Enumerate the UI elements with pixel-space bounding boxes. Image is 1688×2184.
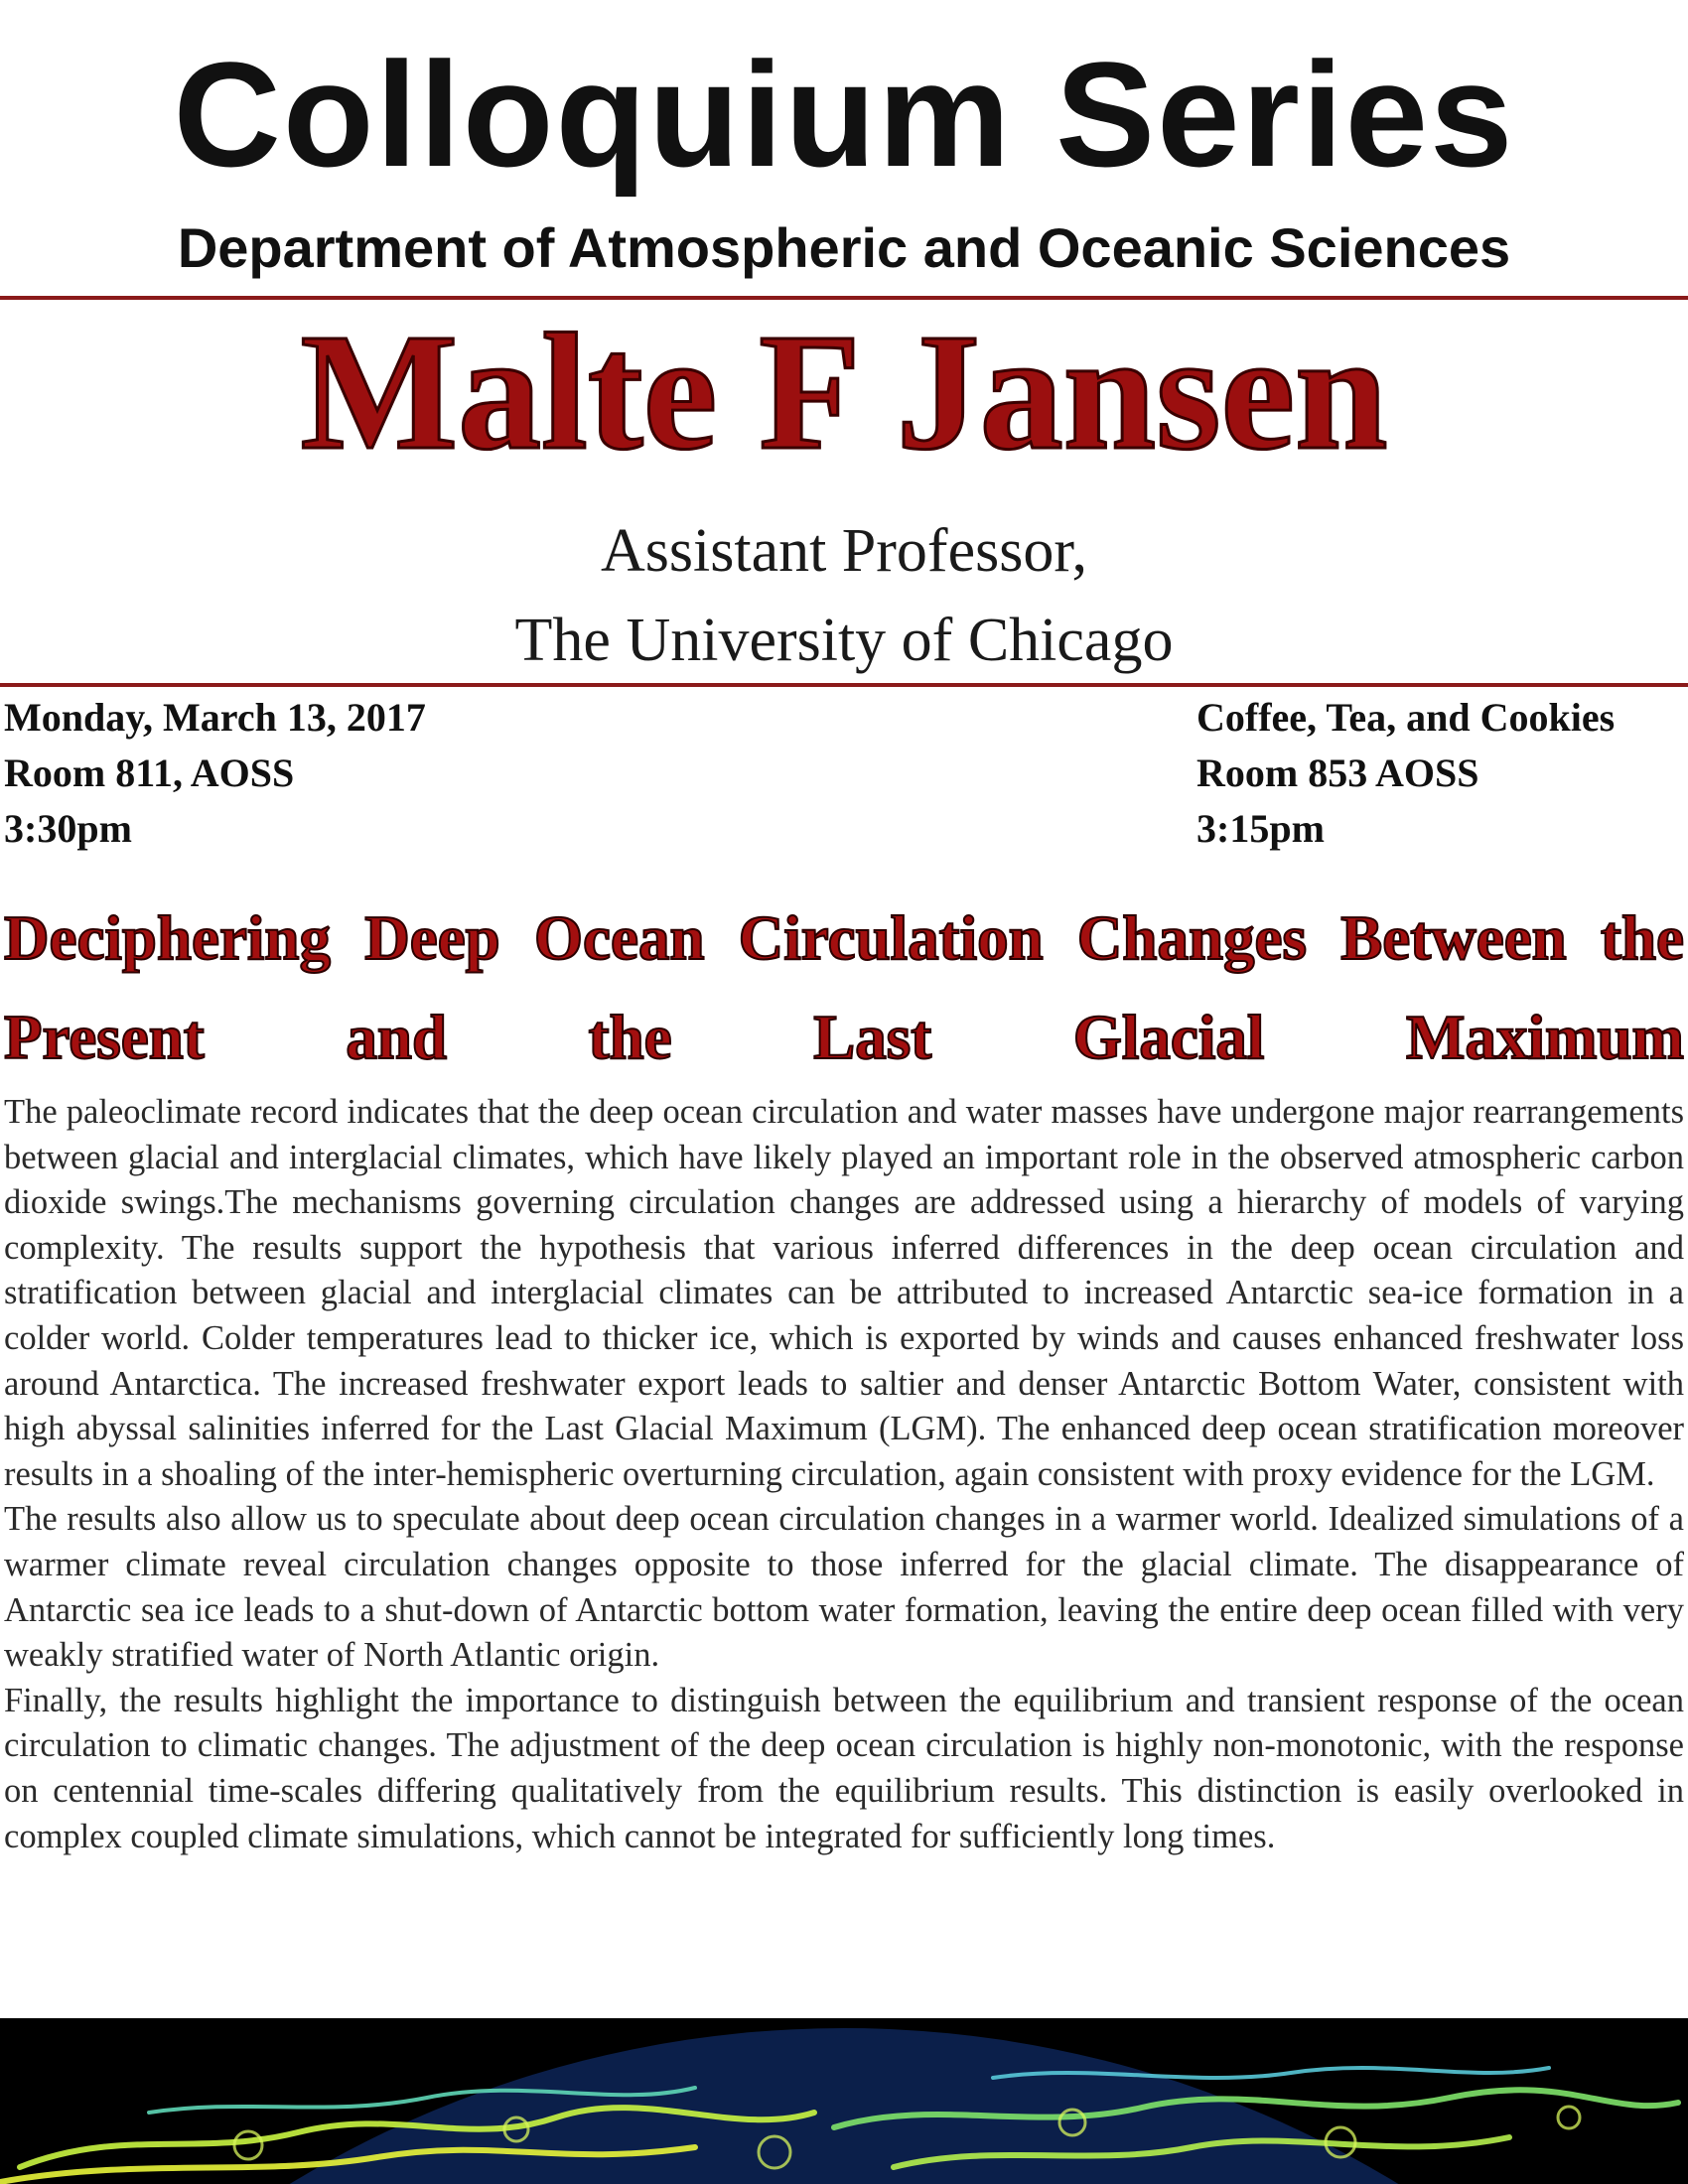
event-date: Monday, March 13, 2017 [4, 695, 426, 740]
abstract-paragraph: Finally, the results highlight the importance to distinguish between the equilibrium and transient response of the ocean circulation to climatic changes. The adjustment of the deep ocean circulation is highly non-monotonic, with the response on centennial time-scales differing qualitatively from the equilibrium results. This distinction is easily overlooked in complex coupled climate simulations, which cannot be integrated for sufficiently long times. [4, 1681, 1684, 1855]
reception-details [1196, 690, 1615, 857]
ocean-globe-image [0, 2018, 1688, 2184]
event-room: Room 811, AOSS [4, 751, 295, 795]
speaker-affiliation [0, 506, 1688, 685]
event-details [4, 690, 426, 857]
event-time: 3:30pm [4, 806, 132, 851]
reception-room: Room 853 AOSS [1196, 751, 1479, 795]
abstract-paragraph: The results also allow us to speculate about deep ocean circulation changes in a warmer world. Idealized simulations of a warmer climate reveal circulation changes opposite to those inferred for the glacial climate. The disappearance of Antarctic sea ice leads to a shut-down of Antarctic bottom water formation, leaving the entire deep ocean filled with very weakly stratified water of North Atlantic origin. [4, 1500, 1684, 1675]
divider-bottom [0, 683, 1688, 687]
speaker-position: Assistant Professor, [600, 517, 1088, 585]
reception-items: Coffee, Tea, and Cookies [1196, 695, 1616, 740]
department-name: Department of Atmospheric and Oceanic Sciences [177, 216, 1511, 279]
speaker-name: Malte F Jansen [300, 300, 1388, 484]
talk-title: Deciphering Deep Ocean Circulation Changes Between the Present and the Last Glacial Maximum [4, 903, 1684, 1072]
abstract [4, 1090, 1684, 1859]
ocean-globe-graphic [0, 2018, 1688, 2184]
abstract-paragraph: The paleoclimate record indicates that the deep ocean circulation and water masses have undergone major rearrangements between glacial and interglacial climates, which have likely played an important role in the observed atmospheric carbon dioxide swings.The mechanisms governing circulation changes are addressed using a hierarchy of models of varying complexity. The results support the hypothesis that various inferred differences in the deep ocean circulation and stratification between glacial and interglacial climates can be attributed to increased Antarctic sea-ice formation in a colder world. Colder temperatures lead to thicker ice, which is exported by winds and causes enhanced freshwater loss around Antarctica. The increased freshwater export leads to saltier and denser Antarctic Bottom Water, consistent with high abyssal salinities inferred for the Last Glacial Maximum (LGM). The enhanced deep ocean stratification moreover results in a shoaling of the inter-hemispheric overturning circulation, again consistent with proxy evidence for the LGM. [4, 1093, 1684, 1493]
page-title: Colloquium Series [173, 31, 1515, 198]
speaker-institution: The University of Chicago [514, 607, 1174, 674]
reception-time: 3:15pm [1196, 806, 1325, 851]
